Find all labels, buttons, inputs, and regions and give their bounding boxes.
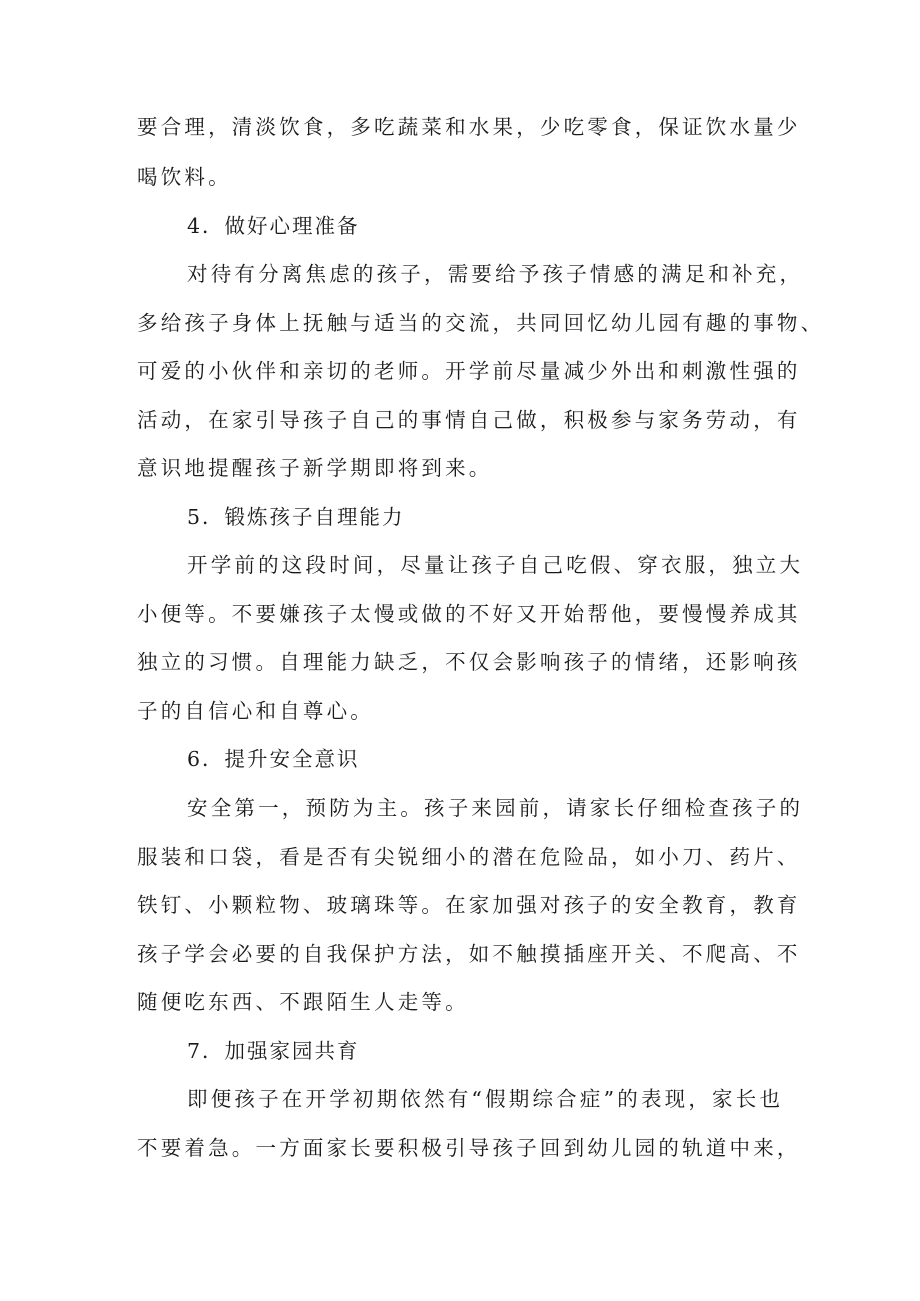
paragraph-line: 喝饮料。 <box>137 165 232 189</box>
paragraph-line: 多给孩子身体上抚触与适当的交流，共同回忆幼儿园有趣的事物、 <box>137 311 825 335</box>
paragraph-line: 不要着急。一方面家长要积极引导孩子回到幼儿园的轨道中来， <box>137 1136 801 1160</box>
paragraph-line: 子的自信心和自尊心。 <box>137 699 374 723</box>
paragraph-line: 对待有分离焦虑的孩子，需要给予孩子情感的满足和补充， <box>187 262 804 286</box>
section-heading-5: 5．锻炼孩子自理能力 <box>187 505 405 529</box>
paragraph-line: 要合理，清淡饮食，多吃蔬菜和水果，少吃零食，保证饮水量少 <box>137 115 801 139</box>
paragraph-line: 独立的习惯。自理能力缺乏，不仅会影响孩子的情绪，还影响孩 <box>137 650 801 674</box>
section-heading-7: 7．加强家园共育 <box>187 1039 360 1063</box>
paragraph-line: 开学前的这段时间，尽量让孩子自己吃假、穿衣服，独立大 <box>187 553 804 577</box>
paragraph-line: 意识地提醒孩子新学期即将到来。 <box>137 456 493 480</box>
paragraph-line: 服装和口袋，看是否有尖锐细小的潜在危险品，如小刀、药片、 <box>137 845 801 869</box>
paragraph-line: 可爱的小伙伴和亲切的老师。开学前尽量减少外出和刺激性强的 <box>137 359 801 383</box>
paragraph-line: 小便等。不要嫌孩子太慢或做的不好又开始帮他，要慢慢养成其 <box>137 602 801 626</box>
section-heading-4: 4．做好心理准备 <box>187 214 360 238</box>
paragraph-line: 铁钉、小颗粒物、玻璃珠等。在家加强对孩子的安全教育，教育 <box>137 893 801 917</box>
paragraph-line: 随便吃东西、不跟陌生人走等。 <box>137 990 469 1014</box>
paragraph-line: 孩子学会必要的自我保护方法，如不触摸插座开关、不爬高、不 <box>137 942 801 966</box>
paragraph-line: 即便孩子在开学初期依然有“假期综合症”的表现，家长也 <box>187 1087 784 1111</box>
section-heading-6: 6．提升安全意识 <box>187 747 360 771</box>
paragraph-line: 活动，在家引导孩子自己的事情自己做，积极参与家务劳动，有 <box>137 408 801 432</box>
paragraph-line: 安全第一，预防为主。孩子来园前，请家长仔细检查孩子的 <box>187 796 804 820</box>
